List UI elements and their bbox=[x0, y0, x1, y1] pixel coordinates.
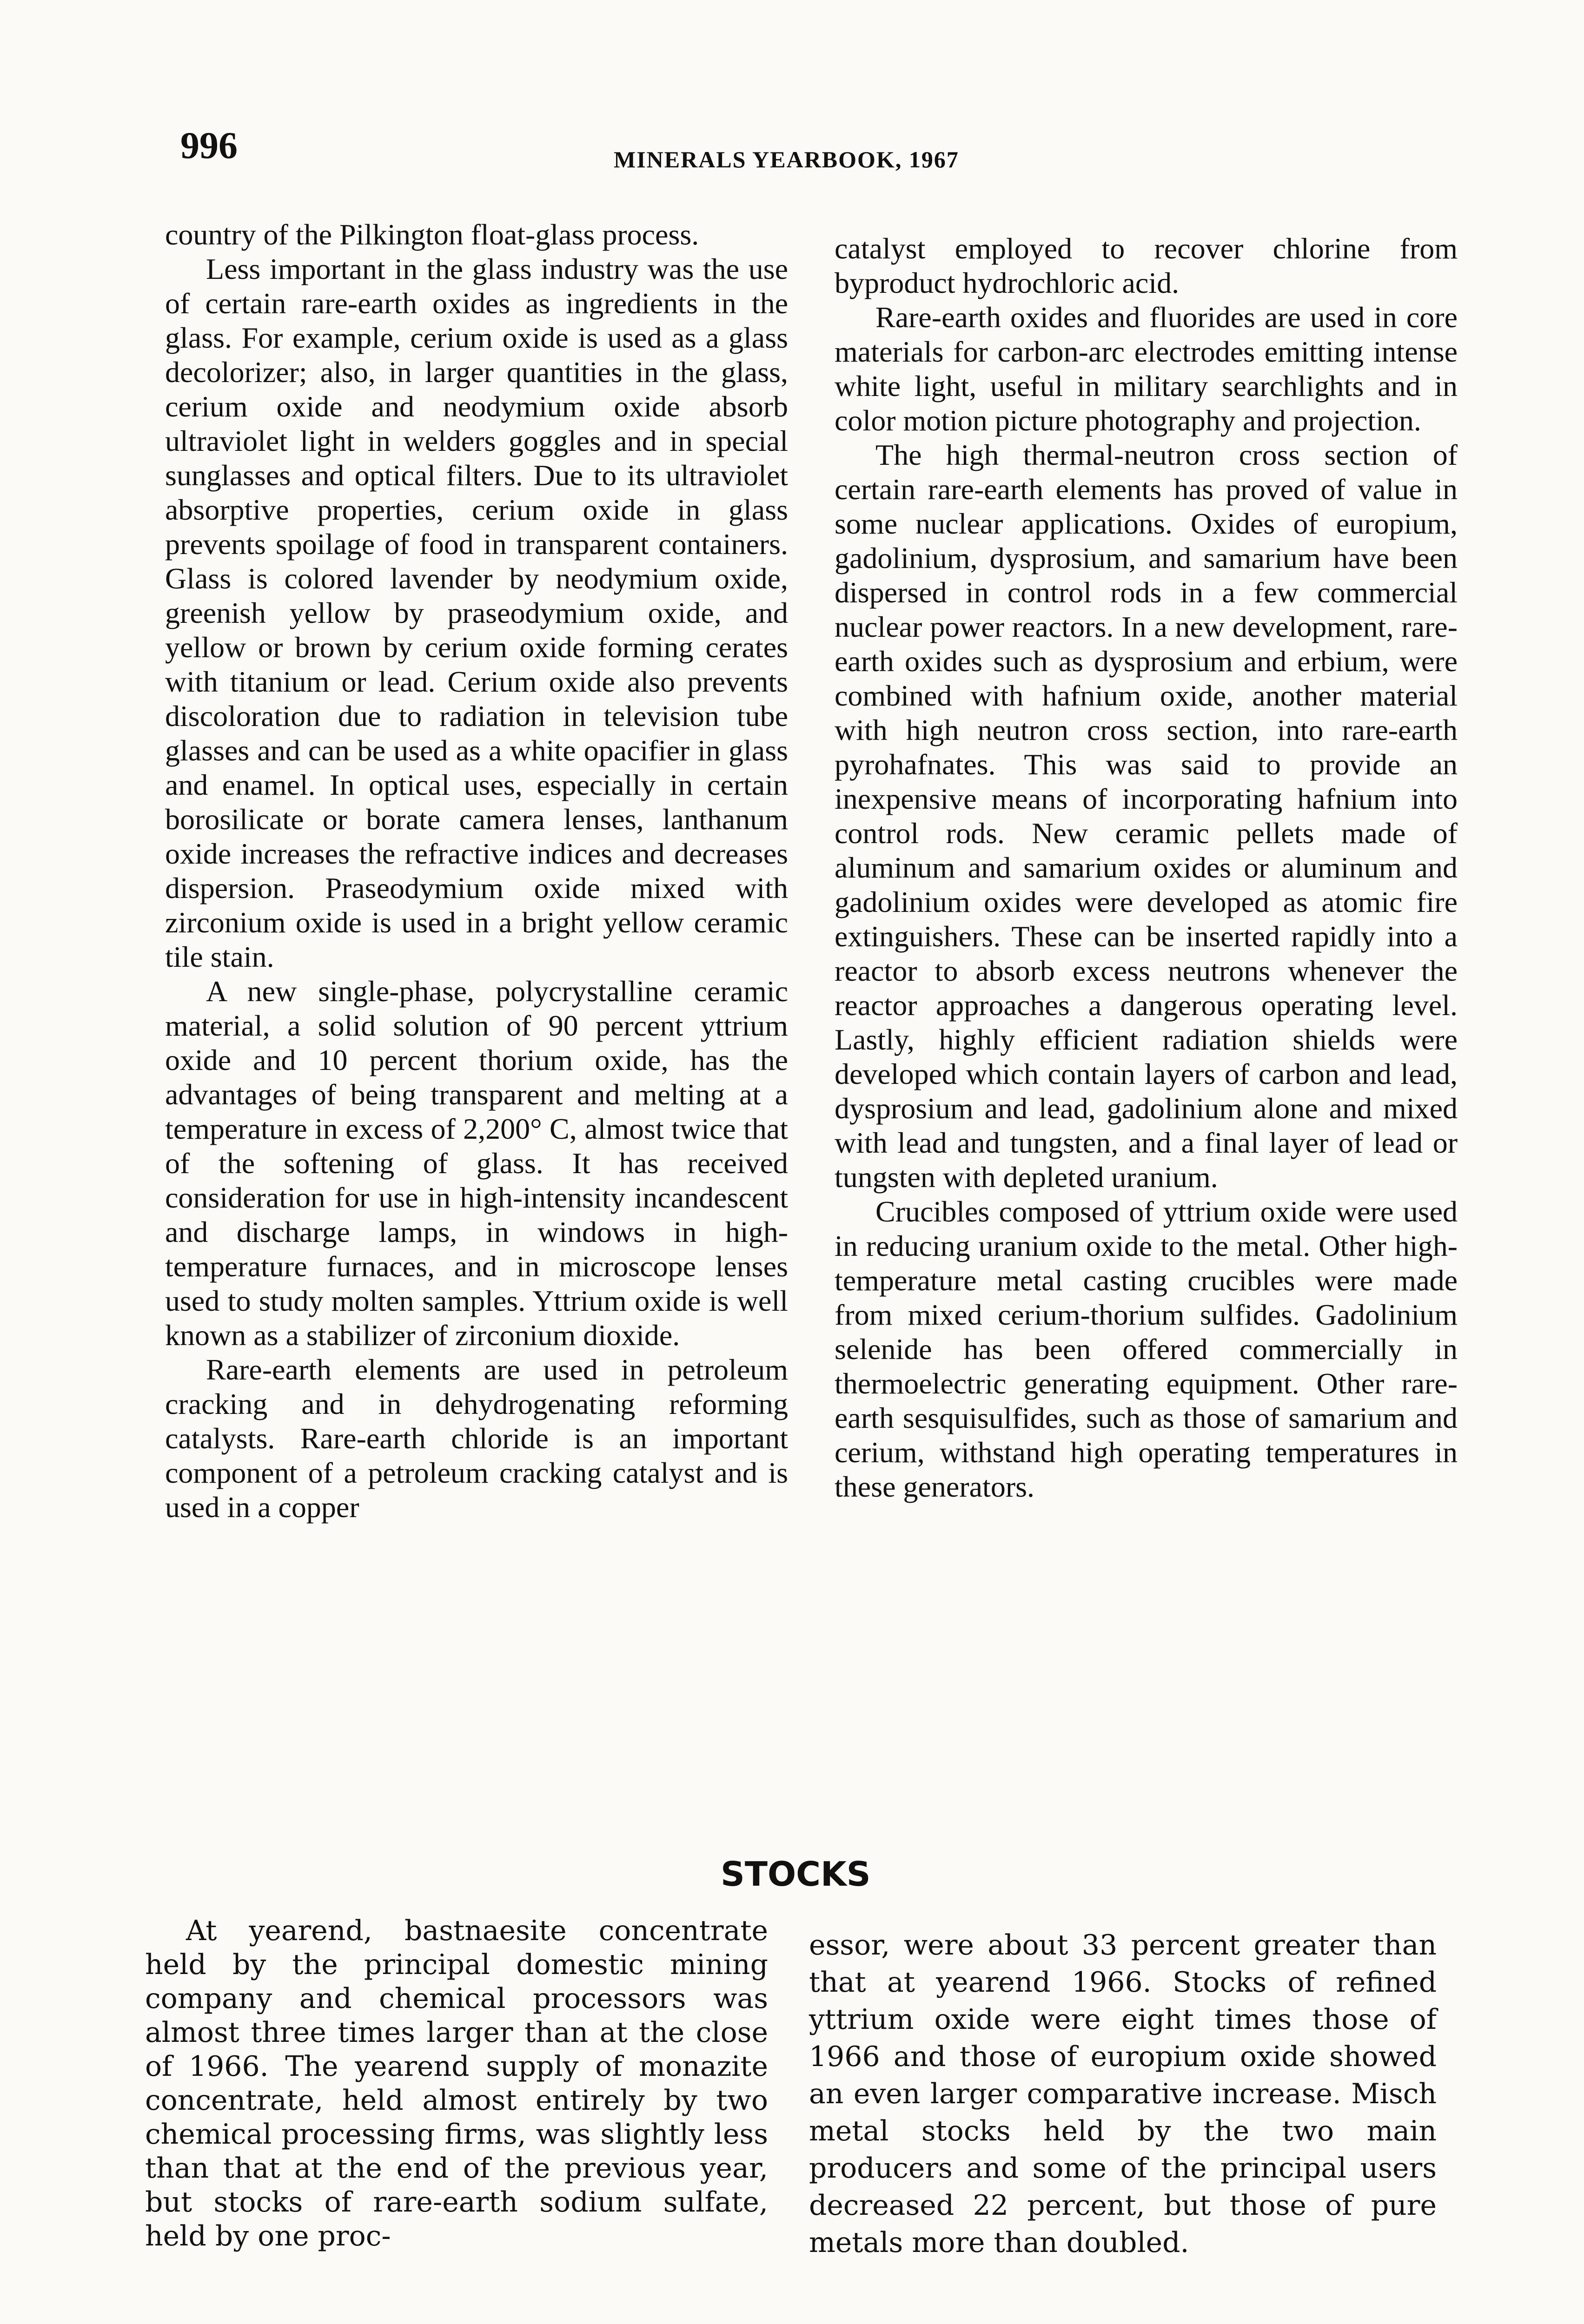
paragraph: Crucibles composed of yttrium oxide were used in reducing uranium oxide to the metal. Other high-temperature metal casting crucibles were made from mixed cerium-thorium sulfides. Gadolinium selenide has been offered commercially in thermoelectric generating equipment. Other rare-earth sesquisulfides, such as those of samarium and cerium, withstand high operating temperatures in these generators. bbox=[835, 1195, 1458, 1503]
paragraph: essor, were about 33 percent greater than that at yearend 1966. Stocks of refined yttrium oxide were eight times those of 1966 and those of europium oxide showed an even larger comparative increase. Misch metal stocks held by the two main producers and some of the principal users decreased 22 percent, but those of pure metals more than doubled. bbox=[809, 1929, 1437, 2259]
left-column bbox=[165, 218, 788, 1821]
section-heading-stocks: STOCKS bbox=[721, 1855, 871, 1894]
right-column bbox=[835, 231, 1458, 1821]
stocks-right-column bbox=[809, 1927, 1437, 2324]
paragraph: country of the Pilkington float-glass process. bbox=[165, 218, 699, 251]
paragraph: catalyst employed to recover chlorine from byproduct hydrochloric acid. bbox=[835, 232, 1458, 299]
paragraph: The high thermal-neutron cross section of certain rare-earth elements has proved of value in some nuclear applications. Oxides of europium, gadolinium, dysprosium, and samarium have been dispersed in control rods in a few commercial nuclear power reactors. In a new development, rare-earth oxides such as dysprosium and erbium, were combined with hafnium oxide, another material with high neutron cross section, into rare-earth pyrohafnates. This was said to provide an inexpensive means of incorporating hafnium into control rods. New ceramic pellets made of aluminum and samarium oxides or aluminum and gadolinium oxides were developed as atomic fire extinguishers. These can be inserted rapidly into a reactor to absorb excess neutrons whenever the reactor approaches a dangerous operating level. Lastly, highly efficient radiation shields were developed which contain layers of carbon and lead, dysprosium and lead, gadolinium alone and mixed with lead and tungsten, and a final layer of lead or tungsten with depleted uranium. bbox=[835, 438, 1458, 1194]
paragraph: Less important in the glass industry was the use of certain rare-earth oxides as ingredients in the glass. For example, cerium oxide is used as a glass decolorizer; also, in larger quantities in the glass, cerium oxide and neodymium oxide absorb ultraviolet light in welders goggles and in special sunglasses and optical filters. Due to its ultraviolet absorptive properties, cerium oxide in glass prevents spoilage of food in transparent containers. Glass is colored lavender by neodymium oxide, greenish yellow by praseodymium oxide, and yellow or brown by cerium oxide forming cerates with titanium or lead. Cerium oxide also prevents discoloration due to radiation in television tube glasses and can be used as a white opacifier in glass and enamel. In optical uses, especially in certain borosilicate or borate camera lenses, lanthanum oxide increases the refractive indices and decreases dispersion. Praseodymium oxide mixed with zirconium oxide is used in a bright yellow ceramic tile stain. bbox=[165, 252, 788, 973]
paragraph: A new single-phase, polycrystalline ceramic material, a solid solution of 90 percent yttrium oxide and 10 percent thorium oxide, has the advantages of being transparent and melting at a temperature in excess of 2,200° C, almost twice that of the softening of glass. It has received consideration for use in high-intensity incandescent and discharge lamps, in windows in high-temperature furnaces, and in microscope lenses used to study molten samples. Yttrium oxide is well known as a stabilizer of zirconium dioxide. bbox=[165, 975, 788, 1352]
running-head: MINERALS YEARBOOK, 1967 bbox=[614, 146, 959, 172]
paragraph: At yearend, bastnaesite concentrate held by the principal domestic mining company and chemical processors was almost three times larger than at the close of 1966. The yearend supply of monazite concentrate, held almost entirely by two chemical processing firms, was slightly less than that at the end of the previous year, but stocks of rare-earth sodium sulfate, held by one proc- bbox=[145, 1915, 768, 2252]
paragraph: Rare-earth oxides and fluorides are used in core materials for carbon-arc electrodes emitting intense white light, useful in military searchlights and in color motion picture photography and projection. bbox=[835, 301, 1458, 437]
stocks-left-column bbox=[145, 1914, 768, 2324]
page-number: 996 bbox=[180, 124, 238, 166]
paragraph: Rare-earth elements are used in petroleum cracking and in dehydrogenating reforming catalysts. Rare-earth chloride is an important component of a petroleum cracking catalyst and is used in a copper bbox=[165, 1353, 788, 1524]
